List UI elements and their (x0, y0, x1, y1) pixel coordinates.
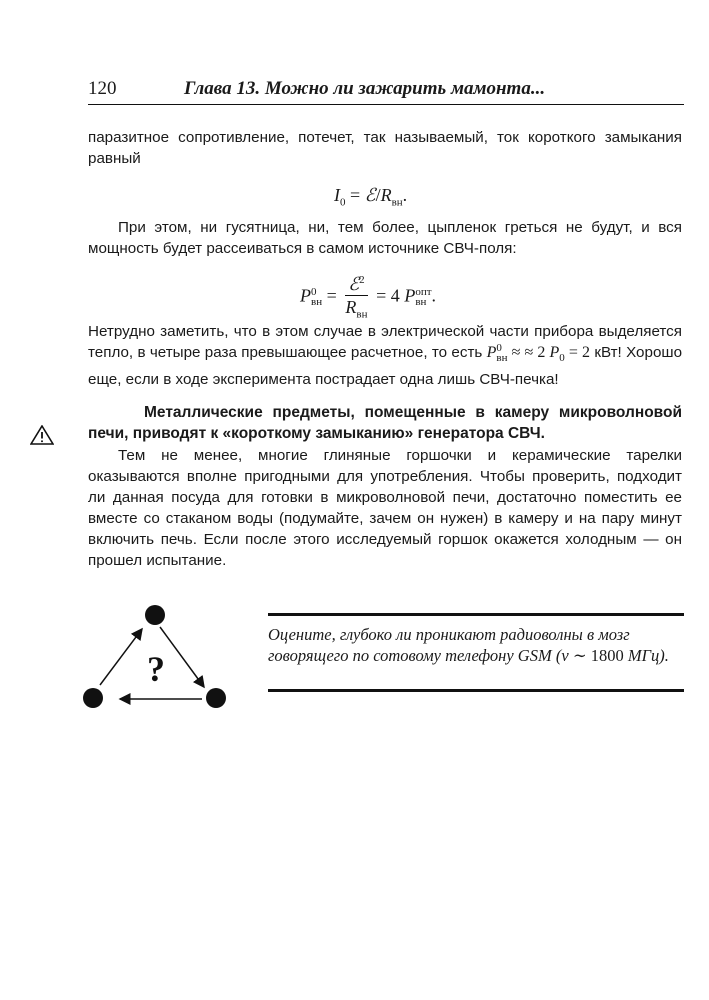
formula2-p-indices (311, 287, 322, 307)
formula1-emf: ℰ (364, 185, 376, 205)
formula1-lhs: I (334, 185, 340, 205)
riddle-question-mark: ? (147, 649, 165, 689)
inline-formula-p0-sub: 0 (559, 352, 565, 365)
task-rule-bottom (268, 689, 684, 692)
paragraph-4: Тем не менее, многие глиняные горшочки и керамические тарелки оказываются вполне пригодными для употребления. Чтобы проверить, подходит ли данная посуда для готовки в микроволновой печи, достаточно поместить ее вместе со стаканом воды (подумайте, зачем он нужен) в камеру и на пару минут включить печь. Если после этого исследуемый горшок окажется холодным — он прошел испытание. (88, 447, 682, 569)
inline-formula-p-sup: 0 (496, 342, 502, 354)
task-text: Оцените, глубоко ли проникают радиоволны в мозг говорящего по сотовому телефону GSM (ν ∼ 1800 МГц). (268, 625, 669, 665)
inline-formula-rest: = 2 (564, 344, 591, 361)
running-head (88, 78, 684, 105)
formula2-num: ℰ (348, 274, 360, 294)
task-approx: ∼ (568, 646, 591, 665)
page-number: 120 (88, 78, 117, 99)
chapter-title: Глава 13. Можно ли зажарить мамонта... (184, 78, 546, 99)
paragraph-3 (88, 321, 682, 390)
formula2-num-sup: 2 (359, 274, 365, 286)
inline-formula-approx1: ≈ (507, 344, 521, 361)
formula1-lhs-sub: 0 (340, 196, 346, 209)
paragraph-3-start: Нетрудно заметить, что в этом случае в электрической части прибора выделяется тепло, в четыре раза превышающее расчетное, то есть (88, 323, 682, 361)
formula2-eq: = (326, 285, 337, 306)
formula2-den: R (345, 297, 357, 317)
task-question: Оцените, глубоко ли проникают радиоволны в мозг говорящего по сотовому телефону GSM (268, 625, 630, 665)
formula2-end: . (431, 285, 437, 306)
inline-formula-p: P (486, 344, 497, 361)
formula2-eq2: = 4 (376, 285, 400, 306)
formula-power-dissipation (300, 270, 436, 325)
formula2-p-sub: вн (311, 296, 323, 309)
formula2-p2: P (404, 285, 416, 306)
task-unit: МГц (627, 646, 660, 665)
paragraph-1: паразитное сопротивление, потечет, так называемый, ток короткого замыкания равный (88, 129, 682, 167)
formula1-end: . (402, 185, 408, 205)
formula1-r-sub: вн (391, 196, 403, 209)
inline-formula-p-sub: вн (496, 352, 508, 364)
formula-short-circuit-current (334, 185, 407, 209)
inline-formula (486, 342, 591, 365)
inline-formula-p0: P (549, 344, 560, 361)
formula1-r: R (380, 185, 392, 205)
paragraph-2: При этом, ни гусятница, ни, тем более, цыпленок греться не будут, и вся мощность будет рассеиваться в самом источнике СВЧ-поля: (88, 219, 682, 257)
warning-triangle-icon (30, 425, 54, 445)
task-close: ). (659, 646, 669, 665)
formula2-p2-sup: опт (415, 286, 432, 299)
formula1-slash: / (375, 185, 381, 205)
task-value: 1800 (590, 646, 624, 665)
task-rule-top (268, 613, 684, 616)
paragraph-3-end: кВт! Хорошо еще, если в ходе эксперимента пострадает одна лишь СВЧ-печка! (88, 344, 683, 389)
riddle-cycle-icon (80, 603, 230, 713)
formula2-numerator (345, 270, 367, 296)
warning-text: Металлические предметы, помещенные в камеру микроволновой печи, приводят к «короткому замыканию» генератора СВЧ. (88, 404, 682, 442)
formula2-p2-indices (415, 287, 431, 307)
formula1-eq: = (350, 185, 361, 205)
task-nu: ν (561, 646, 569, 665)
inline-formula-approx2: ≈ 2 (524, 344, 550, 361)
formula2-den-sub: вн (356, 308, 368, 321)
formula2-p-sup: 0 (311, 286, 317, 299)
formula2-p2-sub: вн (415, 296, 427, 309)
formula2-p: P (300, 285, 311, 306)
inline-formula-p-indices (496, 343, 507, 363)
warning-block (88, 402, 682, 444)
formula2-fraction (345, 270, 367, 325)
